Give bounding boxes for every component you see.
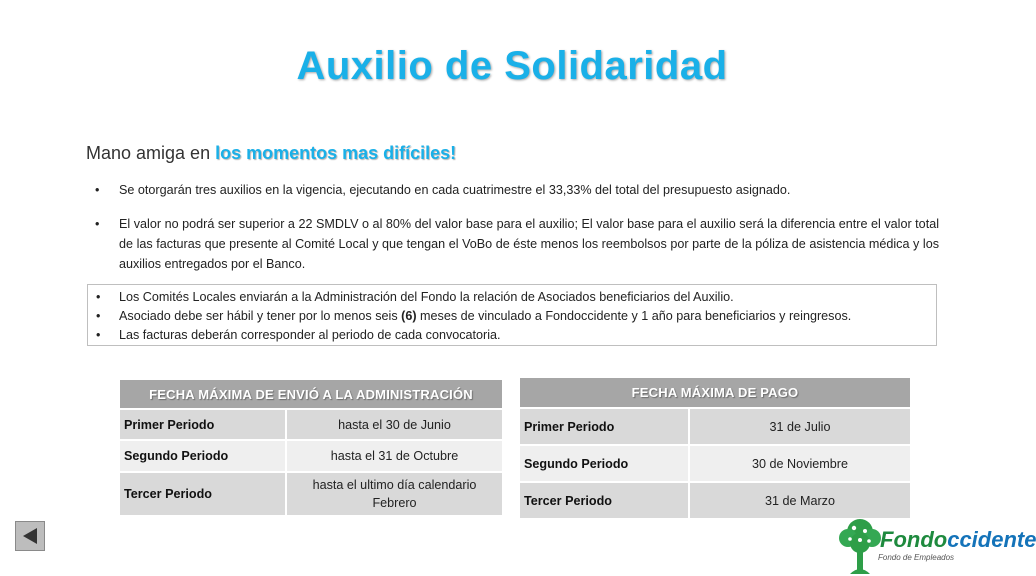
- tree-icon: [838, 516, 882, 576]
- row-value: hasta el ultimo día calendario Febrero: [286, 472, 503, 516]
- logo-wordmark: [880, 527, 1036, 553]
- slide-title: Auxilio de Solidaridad: [296, 44, 728, 88]
- table-row: [119, 472, 503, 516]
- row-value: 31 de Julio: [689, 408, 911, 445]
- pago-table-header: FECHA MÁXIMA DE PAGO: [519, 377, 911, 408]
- condition-text: meses de vinculado a Fondoccidente y 1 año para beneficiarios y reingresos.: [416, 309, 852, 323]
- condition-bold: (6): [401, 309, 417, 323]
- table-row: [519, 445, 911, 482]
- logo-part2: ccidente: [947, 527, 1036, 552]
- table-row: [119, 440, 503, 472]
- subtitle-prefix: Mano amiga en: [86, 143, 216, 163]
- logo-part1: Fondo: [880, 527, 948, 552]
- bullet-item: • El valor no podrá ser superior a 22 SMDLV o al 80% del valor base para el auxilio; El valor base para el auxilio será la diferencia entre el valor total de las facturas que presente al Comité Local y que tengan el VoBo de éste menos los reembolsos por parte de la póliza de asistencia médica y los auxilios entregados por el Banco.: [94, 214, 939, 274]
- slide-subtitle: [86, 143, 456, 164]
- subtitle-highlight: los momentos mas difíciles!: [215, 143, 457, 163]
- envio-table: [118, 378, 504, 517]
- envio-table-header: FECHA MÁXIMA DE ENVIÓ A LA ADMINISTRACIÓN: [119, 379, 503, 409]
- row-label: Segundo Periodo: [119, 440, 286, 472]
- condition-item: [88, 307, 936, 326]
- pago-table: [518, 376, 912, 520]
- bullet-item: • Se otorgarán tres auxilios en la vigencia, ejecutando en cada cuatrimestre el 33,33% del total del presupuesto asignado.: [94, 180, 939, 200]
- triangle-left-icon: [21, 527, 39, 545]
- previous-slide-button[interactable]: [15, 521, 45, 551]
- row-label: Tercer Periodo: [519, 482, 689, 519]
- fondoccidente-logo: [838, 516, 1036, 576]
- table-row: [519, 482, 911, 519]
- row-label: Tercer Periodo: [119, 472, 286, 516]
- condition-item: • Las facturas deberán corresponder al periodo de cada convocatoria.: [88, 326, 936, 345]
- row-value: hasta el 30 de Junio: [286, 409, 503, 440]
- logo-tagline: Fondo de Empleados: [878, 553, 955, 562]
- condition-item: • Los Comités Locales enviarán a la Administración del Fondo la relación de Asociados beneficiarios del Auxilio.: [88, 288, 936, 307]
- table-row: [119, 409, 503, 440]
- table-row: [519, 408, 911, 445]
- row-label: Segundo Periodo: [519, 445, 689, 482]
- row-value: 30 de Noviembre: [689, 445, 911, 482]
- conditions-box: [87, 284, 937, 346]
- row-value: 31 de Marzo: [689, 482, 911, 519]
- row-value: hasta el 31 de Octubre: [286, 440, 503, 472]
- row-label: Primer Periodo: [519, 408, 689, 445]
- row-label: Primer Periodo: [119, 409, 286, 440]
- bullet-list: [94, 180, 939, 274]
- condition-text: Asociado debe ser hábil y tener por lo menos seis: [119, 309, 402, 323]
